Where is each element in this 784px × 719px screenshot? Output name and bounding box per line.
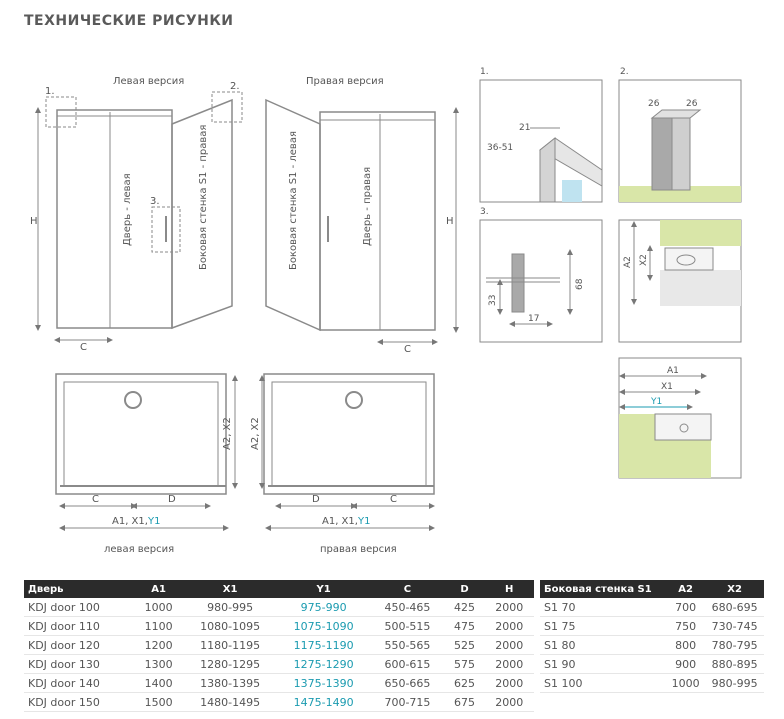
left-plan-c: C: [92, 494, 99, 505]
svg-text:A1: A1: [667, 366, 679, 376]
svg-text:68: 68: [575, 278, 585, 290]
left-h-label: H: [30, 216, 38, 227]
svg-text:33: 33: [488, 294, 498, 306]
detail-3: [480, 207, 602, 342]
table-row: S1 90 900 880-895: [540, 655, 764, 674]
page-heading: ТЕХНИЧЕСКИЕ РИСУНКИ: [24, 13, 234, 29]
right-plan-d: D: [312, 494, 320, 505]
left-side-wall-label: Боковая стенка S1 - правая: [198, 124, 209, 270]
callout-2-left: 2.: [230, 81, 240, 92]
right-plan-c: C: [390, 494, 397, 505]
svg-text:2.: 2.: [620, 67, 629, 77]
svg-text:3.: 3.: [480, 207, 489, 217]
svg-text:26: 26: [686, 99, 698, 109]
door-size-table: Дверь A1 X1 Y1 C D H KDJ door 100 1000 980-995 975-990 450-465 425 2000 KDJ door 110 1100 1080-1095 1075-1090 500-515 475 2000 KDJ door 120 1200 1180-1195 1175-1190 550-565 525 2000 KDJ door 130 1300 1280-1295 1275-1290 600-615 575 2000 KDJ door 140 1400 1380-1395 1375-1390 650-665 625 2000 KDJ door 150 1500 1480-1495 1475-1490 700-715 675 2000: [24, 580, 534, 712]
detail-1: [480, 67, 602, 202]
left-plan-view: [56, 374, 235, 555]
callout-1-left: 1.: [45, 86, 55, 97]
svg-text:Y1: Y1: [651, 397, 663, 407]
left-version-title: Левая версия: [113, 76, 185, 87]
right-plan-y1: Y1: [358, 516, 371, 527]
left-plan-a1x1: A1, X1,: [112, 516, 148, 527]
svg-text:26: 26: [648, 99, 660, 109]
detail-4: [619, 220, 741, 342]
left-door-label: Дверь - левая: [122, 173, 133, 246]
table-row: S1 75 750 730-745: [540, 617, 764, 636]
table-row: KDJ door 140 1400 1380-1395 1375-1390 650-665 625 2000: [24, 674, 534, 693]
detail-5: [619, 358, 741, 478]
svg-text:36-51: 36-51: [487, 143, 514, 153]
right-plan-caption: правая версия: [320, 544, 397, 555]
table-row: S1 80 800 780-795: [540, 636, 764, 655]
svg-text:21: 21: [519, 123, 531, 133]
right-c-label: C: [404, 344, 411, 355]
left-plan-a2x2: A2, X2: [222, 417, 233, 450]
svg-text:X1: X1: [661, 382, 673, 392]
callout-3-left: 3.: [150, 196, 160, 207]
table-row: KDJ door 100 1000 980-995 975-990 450-465 425 2000: [24, 598, 534, 617]
table-row: S1 70 700 680-695: [540, 598, 764, 617]
right-plan-a1x1: A1, X1,: [322, 516, 358, 527]
right-h-label: H: [446, 216, 454, 227]
svg-text:X2: X2: [639, 254, 649, 266]
table-row: KDJ door 150 1500 1480-1495 1475-1490 700-715 675 2000: [24, 693, 534, 712]
detail-2: [619, 67, 741, 202]
right-plan-a2x2: A2, X2: [250, 417, 261, 450]
svg-text:1.: 1.: [480, 67, 489, 77]
right-side-wall-label: Боковая стенка S1 - левая: [288, 131, 299, 270]
left-plan-caption: левая версия: [104, 544, 175, 555]
table-row: KDJ door 110 1100 1080-1095 1075-1090 500-515 475 2000: [24, 617, 534, 636]
table-row: S1 100 1000 980-995: [540, 674, 764, 693]
svg-text:17: 17: [528, 314, 540, 324]
side-wall-size-table: Боковая стенка S1 A2 X2 S1 70 700 680-695 S1 75 750 730-745 S1 80 800 780-795 S1 90 900 880-895 S1 100 1000 980-995: [540, 580, 764, 693]
left-front-view: [30, 76, 242, 353]
table-row: KDJ door 120 1200 1180-1195 1175-1190 550-565 525 2000: [24, 636, 534, 655]
left-c-label: C: [80, 342, 87, 353]
svg-text:A2: A2: [623, 256, 633, 268]
table-row: KDJ door 130 1300 1280-1295 1275-1290 600-615 575 2000: [24, 655, 534, 674]
right-front-view: [266, 76, 456, 355]
left-plan-y1: Y1: [148, 516, 161, 527]
right-door-label: Дверь - правая: [362, 166, 373, 246]
right-version-title: Правая версия: [306, 76, 384, 87]
right-plan-view: [250, 374, 434, 555]
left-plan-d: D: [168, 494, 176, 505]
